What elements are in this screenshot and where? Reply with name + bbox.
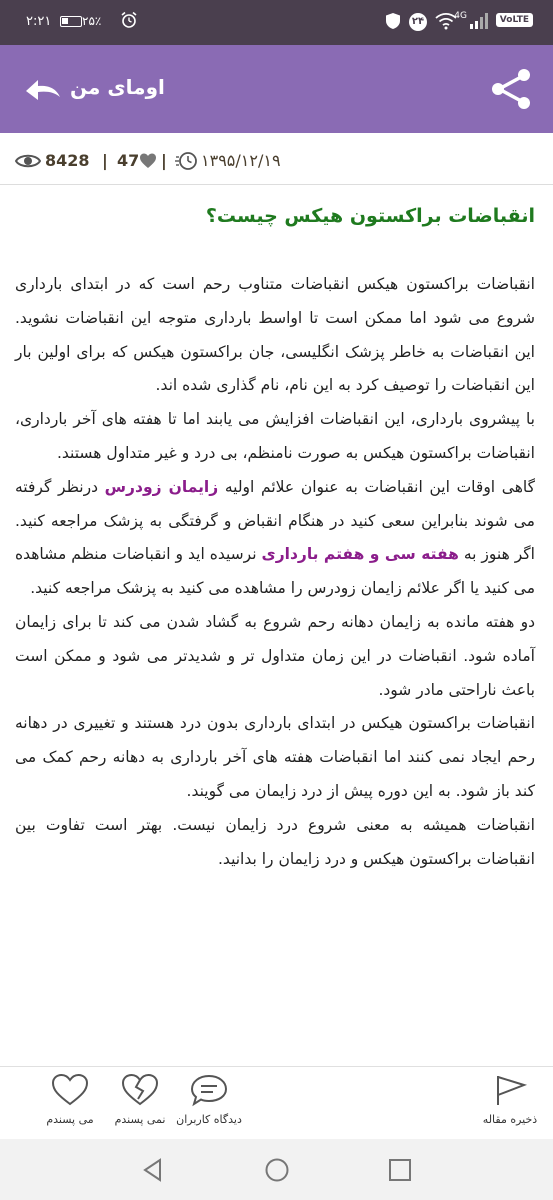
home-circle-icon[interactable] [264, 1157, 290, 1183]
dislike-label: نمی پسندم [114, 1113, 166, 1126]
dislike-button[interactable] [108, 1073, 172, 1135]
article-meta [15, 140, 538, 182]
article-paragraph: دو هفته مانده به زایمان دهانه رحم شروع به گشاد شدن می کند تا برای زایمان آماده شود. انقباضات در این زمان متداول تر و شدیدتر می شود و ممکن است باعث ناراحتی مادر شود. [15, 612, 535, 699]
link-week-37[interactable]: هفته سی و هفتم بارداری [261, 545, 459, 564]
paragraph-text: نرسیده اید و انقباضات منظم مشاهده می کنید یا اگر علائم زایمان زودرس را مشاهده می کنید به پزشک مراجعه کنید. [15, 545, 535, 598]
share-icon[interactable] [489, 67, 533, 111]
save-article-button[interactable] [478, 1073, 542, 1135]
article-paragraph: انقباضات براکستون هیکس انقباضات متناوب رحم است که در ابتدای بارداری شروع می شود اما ممکن است تا اواسط بارداری متوجه این انقباضات نشوید. این انقباضات به خاطر پزشک انگلیسی، جان براکستون هیکس که برای اولین بار این انقباضات را توصیف کرد به این نام، نام گذاری شده اند. [15, 275, 535, 395]
like-count: 47 [117, 151, 140, 170]
speech-bubble-icon [189, 1073, 229, 1107]
page-title: اومای من [70, 75, 165, 99]
status-time: ۲:۲۱ [26, 14, 52, 29]
app-bar [0, 45, 553, 133]
paragraph-text: درنظر گرفته می شوند بنابراین سعی کنید در هنگام انقباض و گرفتگی به پزشک مراجعه کنید. اگر هنوز به [15, 477, 535, 564]
system-nav-bar [0, 1139, 553, 1200]
battery-icon [60, 16, 82, 27]
flag-icon [490, 1073, 530, 1107]
shield-icon [385, 12, 401, 30]
save-label: ذخیره مقاله [482, 1113, 538, 1126]
alarm-icon [120, 11, 138, 29]
status-bar [0, 0, 553, 45]
volte-badge: VoLTE [496, 13, 533, 27]
broken-heart-icon [120, 1073, 160, 1107]
article-paragraph: انقباضات همیشه به معنی شروع درد زایمان نیست. بهتر است تفاوت بین انقباضات براکستون هیکس و درد زایمان را بدانید. [15, 815, 535, 868]
heart-icon [139, 152, 157, 170]
comments-button[interactable] [172, 1073, 246, 1135]
article-title: انقباضات براکستون هیکس چیست؟ [205, 205, 535, 227]
divider [0, 184, 553, 185]
like-label: می پسندم [46, 1113, 94, 1126]
comments-label: دیدگاه کاربران [176, 1113, 242, 1126]
article-paragraph: انقباضات براکستون هیکس در ابتدای بارداری بدون درد هستند و تغییری در دهانه رحم ایجاد نمی کنند اما انقباضات هفته های آخر بارداری به دهانه رحم کمک می کند باز شود. به این دوره پیش از درد زایمان می گویند. [15, 714, 535, 800]
meta-separator: | [102, 151, 108, 170]
paragraph-text: گاهی اوقات این انقباضات به عنوان علائم اولیه [218, 477, 535, 496]
view-count: 8428 [45, 151, 90, 170]
recents-square-icon[interactable] [387, 1157, 413, 1183]
article-paragraph: با پیشروی بارداری، این انقباضات افزایش می یابند اما تا هفته های آخر بارداری، انقباضات براکستون هیکس به صورت نامنظم، بی درد و غیر متداول هستند. [15, 410, 535, 462]
action-bar [0, 1066, 553, 1139]
back-arrow-icon[interactable] [22, 75, 62, 103]
like-button[interactable] [40, 1073, 100, 1135]
back-triangle-icon[interactable] [140, 1157, 166, 1183]
network-type: 4G [454, 11, 467, 21]
article-paragraph [15, 471, 535, 606]
eye-icon [15, 152, 41, 170]
article-body [15, 268, 535, 876]
link-preterm-labor[interactable]: زایمان زودرس [104, 477, 219, 496]
publish-date: ۱۳۹۵/۱۲/۱۹ [201, 151, 281, 170]
clock-icon [175, 151, 199, 171]
battery-percent: ۲۵٪ [82, 14, 102, 28]
signal-icon [469, 13, 491, 29]
meta-separator: | [161, 151, 167, 170]
notification-badge: ۲۴ [409, 13, 427, 31]
heart-outline-icon [50, 1073, 90, 1107]
